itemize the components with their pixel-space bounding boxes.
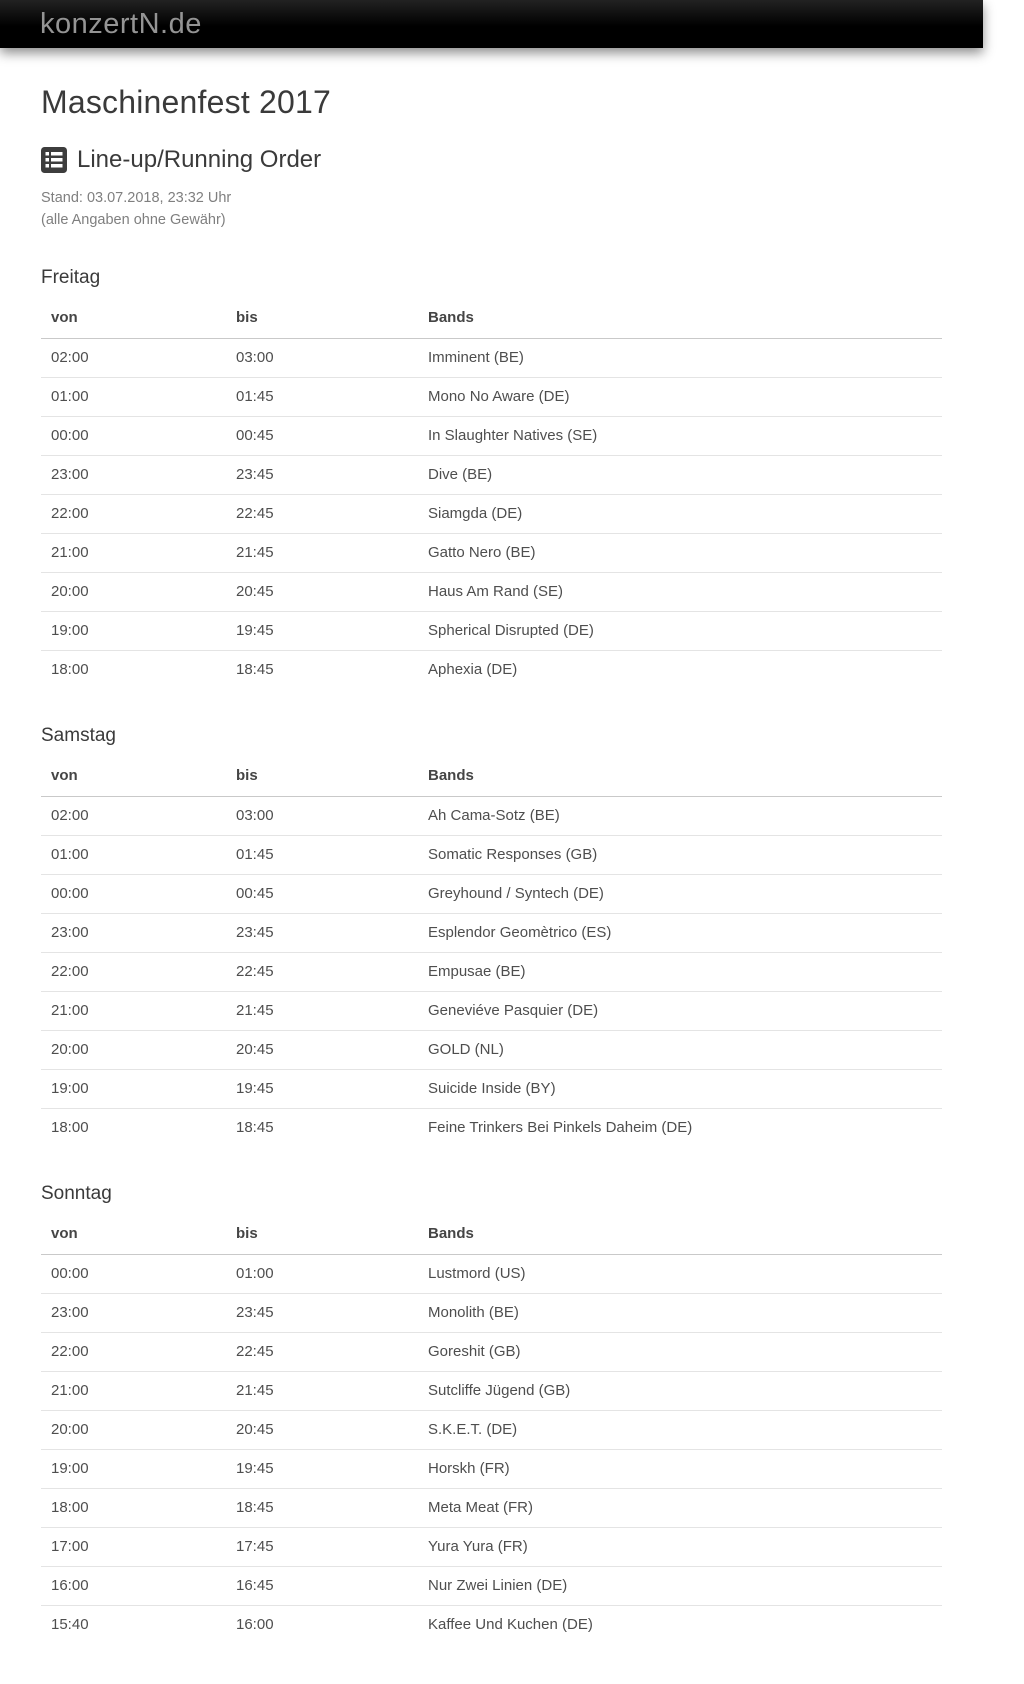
section-title-label: Line-up/Running Order <box>77 146 322 173</box>
table-row <box>41 875 942 914</box>
cell-bis: 23:45 <box>226 1294 418 1333</box>
column-header-von: von <box>41 1214 226 1255</box>
table-row <box>41 378 942 417</box>
cell-bis: 19:45 <box>226 1070 418 1109</box>
lineup-table <box>41 1214 942 1644</box>
cell-von: 22:00 <box>41 953 226 992</box>
column-header-von: von <box>41 756 226 797</box>
status-disclaimer: (alle Angaben ohne Gewähr) <box>41 212 226 228</box>
cell-band: Mono No Aware (DE) <box>418 378 942 417</box>
day-section <box>41 1183 942 1644</box>
cell-von: 23:00 <box>41 1294 226 1333</box>
lineup-table <box>41 298 942 689</box>
cell-von: 21:00 <box>41 1372 226 1411</box>
cell-bis: 22:45 <box>226 953 418 992</box>
column-header-bands: Bands <box>418 756 942 797</box>
table-row <box>41 651 942 690</box>
table-row <box>41 953 942 992</box>
cell-von: 18:00 <box>51 661 89 678</box>
cell-von: 20:00 <box>41 1411 226 1450</box>
lineup-table <box>41 756 942 1147</box>
table-row <box>41 1294 942 1333</box>
cell-von: 22:00 <box>41 495 226 534</box>
cell-band: Dive (BE) <box>418 456 942 495</box>
cell-bis: 18:45 <box>236 661 274 678</box>
cell-bis: 21:45 <box>226 1372 418 1411</box>
cell-von: 15:40 <box>51 1616 89 1633</box>
cell-von: 19:00 <box>41 1070 226 1109</box>
table-header-row <box>41 756 942 797</box>
page-title: Maschinenfest 2017 <box>41 84 332 120</box>
cell-bis: 01:45 <box>226 836 418 875</box>
cell-bis: 01:00 <box>226 1255 418 1294</box>
cell-bis: 21:45 <box>226 992 418 1031</box>
cell-band: Ah Cama-Sotz (BE) <box>418 797 942 836</box>
cell-band: Spherical Disrupted (DE) <box>418 612 942 651</box>
table-row <box>41 797 942 836</box>
table-row <box>41 1031 942 1070</box>
cell-band: Haus Am Rand (SE) <box>418 573 942 612</box>
site-brand-link[interactable]: konzertN.de <box>40 8 202 40</box>
day-section <box>41 725 942 1147</box>
table-row <box>41 1070 942 1109</box>
table-header-row <box>41 298 942 339</box>
cell-band: Feine Trinkers Bei Pinkels Daheim (DE) <box>428 1119 693 1136</box>
status-info <box>41 187 942 231</box>
column-header-bis: bis <box>226 1214 418 1255</box>
table-row <box>41 1109 942 1148</box>
cell-band: Esplendor Geomètrico (ES) <box>418 914 942 953</box>
column-header-von: von <box>41 298 226 339</box>
cell-band: Siamgda (DE) <box>418 495 942 534</box>
day-heading: Freitag <box>41 267 101 288</box>
status-timestamp: Stand: 03.07.2018, 23:32 Uhr <box>41 190 232 206</box>
cell-von: 21:00 <box>41 992 226 1031</box>
table-row <box>41 836 942 875</box>
cell-bis: 19:45 <box>226 612 418 651</box>
cell-band: Geneviéve Pasquier (DE) <box>418 992 942 1031</box>
cell-band: Greyhound / Syntech (DE) <box>418 875 942 914</box>
table-row <box>41 495 942 534</box>
cell-bis: 17:45 <box>226 1528 418 1567</box>
table-row <box>41 339 942 378</box>
cell-von: 19:00 <box>41 1450 226 1489</box>
cell-band: In Slaughter Natives (SE) <box>418 417 942 456</box>
table-row <box>41 1567 942 1606</box>
cell-von: 00:00 <box>41 417 226 456</box>
cell-bis: 20:45 <box>226 1031 418 1070</box>
cell-von: 22:00 <box>41 1333 226 1372</box>
cell-bis: 23:45 <box>226 456 418 495</box>
table-header-row <box>41 1214 942 1255</box>
cell-bis: 21:45 <box>226 534 418 573</box>
table-row <box>41 1372 942 1411</box>
day-sections <box>41 267 942 1644</box>
cell-bis: 00:45 <box>226 875 418 914</box>
cell-von: 02:00 <box>41 339 226 378</box>
cell-band: Meta Meat (FR) <box>418 1489 942 1528</box>
table-row <box>41 534 942 573</box>
cell-band: Sutcliffe Jügend (GB) <box>418 1372 942 1411</box>
table-row <box>41 1450 942 1489</box>
cell-von: 01:00 <box>41 378 226 417</box>
day-heading: Sonntag <box>41 1183 112 1204</box>
cell-band: Somatic Responses (GB) <box>418 836 942 875</box>
column-header-bis: bis <box>226 298 418 339</box>
table-row <box>41 992 942 1031</box>
section-heading <box>41 146 942 174</box>
column-header-bands: Bands <box>418 298 942 339</box>
cell-band: Horskh (FR) <box>418 1450 942 1489</box>
cell-bis: 23:45 <box>226 914 418 953</box>
table-row <box>41 1255 942 1294</box>
cell-band: Nur Zwei Linien (DE) <box>418 1567 942 1606</box>
cell-von: 00:00 <box>41 1255 226 1294</box>
cell-bis: 20:45 <box>226 573 418 612</box>
cell-bis: 03:00 <box>226 797 418 836</box>
cell-von: 01:00 <box>41 836 226 875</box>
cell-von: 16:00 <box>41 1567 226 1606</box>
cell-von: 18:00 <box>41 1489 226 1528</box>
cell-von: 20:00 <box>41 573 226 612</box>
cell-bis: 18:45 <box>236 1119 274 1136</box>
cell-bis: 18:45 <box>226 1489 418 1528</box>
cell-bis: 20:45 <box>226 1411 418 1450</box>
cell-band: Imminent (BE) <box>418 339 942 378</box>
table-row <box>41 1411 942 1450</box>
cell-band: Gatto Nero (BE) <box>418 534 942 573</box>
cell-band: S.K.E.T. (DE) <box>418 1411 942 1450</box>
cell-bis: 00:45 <box>226 417 418 456</box>
list-icon <box>41 147 67 173</box>
cell-bis: 22:45 <box>226 1333 418 1372</box>
table-row <box>41 573 942 612</box>
day-heading: Samstag <box>41 725 116 746</box>
cell-band: Kaffee Und Kuchen (DE) <box>428 1616 593 1633</box>
cell-bis: 16:45 <box>226 1567 418 1606</box>
table-row <box>41 1489 942 1528</box>
cell-bis: 22:45 <box>226 495 418 534</box>
cell-von: 00:00 <box>41 875 226 914</box>
table-row <box>41 1333 942 1372</box>
table-row <box>41 456 942 495</box>
cell-von: 23:00 <box>41 456 226 495</box>
cell-band: Empusae (BE) <box>418 953 942 992</box>
cell-von: 18:00 <box>51 1119 89 1136</box>
cell-von: 23:00 <box>41 914 226 953</box>
cell-bis: 16:00 <box>236 1616 274 1633</box>
cell-band: Suicide Inside (BY) <box>418 1070 942 1109</box>
cell-band: Goreshit (GB) <box>418 1333 942 1372</box>
table-row <box>41 914 942 953</box>
column-header-bands: Bands <box>418 1214 942 1255</box>
cell-band: Yura Yura (FR) <box>418 1528 942 1567</box>
cell-von: 19:00 <box>41 612 226 651</box>
cell-von: 02:00 <box>41 797 226 836</box>
cell-band: GOLD (NL) <box>418 1031 942 1070</box>
cell-bis: 01:45 <box>226 378 418 417</box>
cell-von: 21:00 <box>41 534 226 573</box>
top-navigation-bar <box>0 0 983 48</box>
cell-von: 20:00 <box>41 1031 226 1070</box>
cell-band: Monolith (BE) <box>418 1294 942 1333</box>
column-header-bis: bis <box>226 756 418 797</box>
day-section <box>41 267 942 689</box>
cell-bis: 03:00 <box>226 339 418 378</box>
cell-band: Lustmord (US) <box>418 1255 942 1294</box>
cell-band: Aphexia (DE) <box>428 661 518 678</box>
table-row <box>41 1606 942 1645</box>
cell-bis: 19:45 <box>226 1450 418 1489</box>
table-row <box>41 1528 942 1567</box>
table-row <box>41 612 942 651</box>
table-row <box>41 417 942 456</box>
main-content <box>0 84 983 1684</box>
cell-von: 17:00 <box>41 1528 226 1567</box>
